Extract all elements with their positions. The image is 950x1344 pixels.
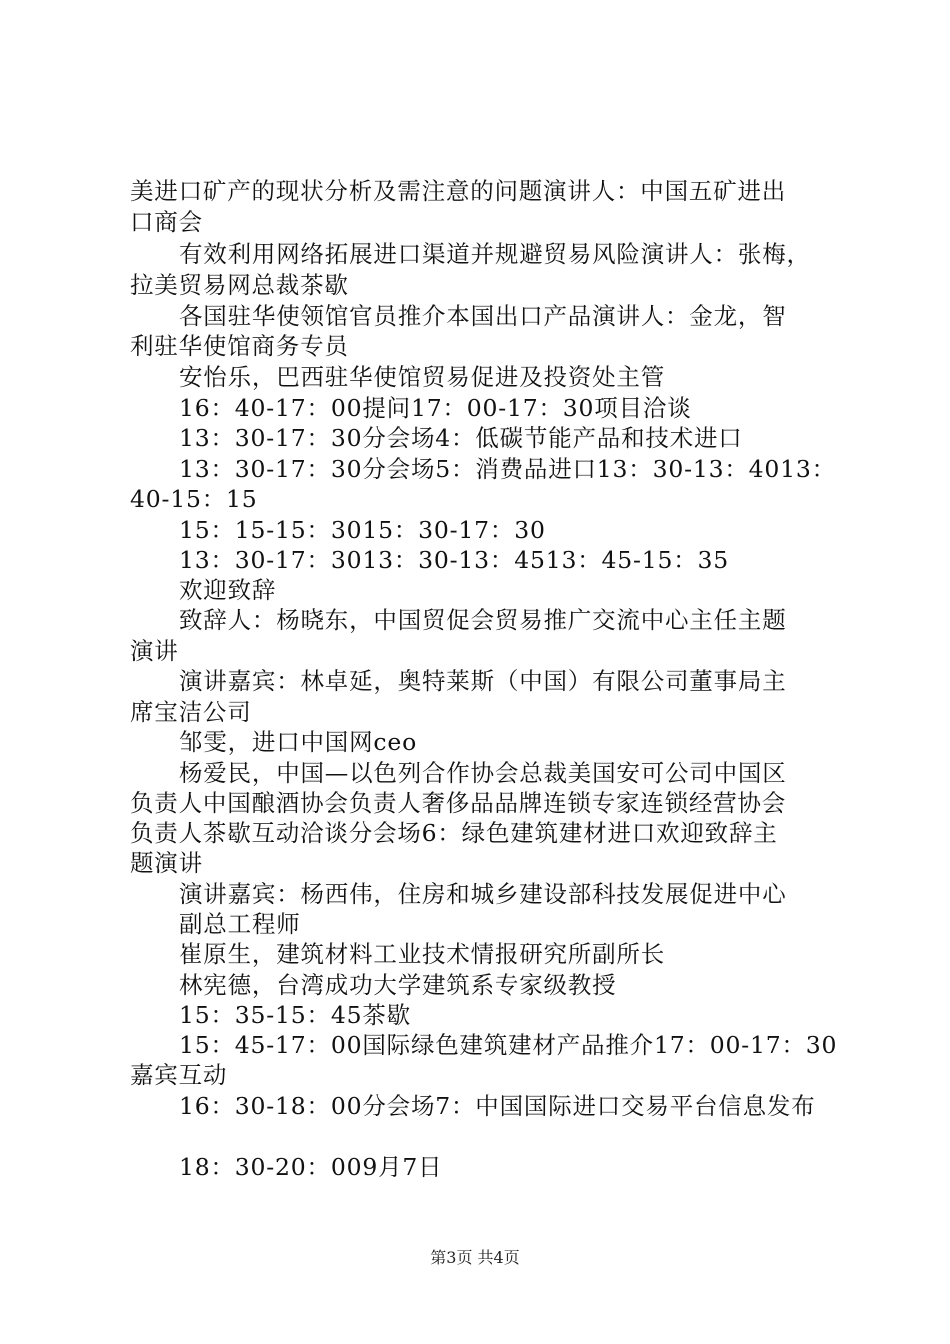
text-line: 林宪德，台湾成功大学建筑系专家级教授 xyxy=(179,971,617,999)
text-line: 13：30-17：3013：30-13：4513：45-15：35 xyxy=(179,546,730,574)
text-line: 演讲嘉宾：林卓延，奥特莱斯（中国）有限公司董事局主 xyxy=(179,667,787,695)
text-line: 各国驻华使领馆官员推介本国出口产品演讲人：金龙，智 xyxy=(179,302,787,330)
text-line: 席宝洁公司 xyxy=(130,698,252,726)
text-line: 负责人中国酿酒协会负责人奢侈品品牌连锁专家连锁经营协会 xyxy=(130,789,787,817)
text-line: 演讲 xyxy=(130,637,179,665)
text-line: 杨爱民，中国—以色列合作协会总裁美国安可公司中国区 xyxy=(179,759,787,787)
text-line: 题演讲 xyxy=(130,849,203,877)
text-line: 口商会 xyxy=(130,208,203,236)
page-footer: 第3页 共4页 xyxy=(430,1248,520,1267)
text-line: 利驻华使馆商务专员 xyxy=(130,332,349,360)
text-line: 13：30-17：30分会场5：消费品进口13：30-13：4013： xyxy=(179,455,836,483)
text-line: 40-15：15 xyxy=(130,485,258,513)
text-line: 安怡乐，巴西驻华使馆贸易促进及投资处主管 xyxy=(179,363,665,391)
text-line: 副总工程师 xyxy=(179,910,301,938)
text-line: 15：45-17：00国际绿色建筑建材产品推介17：00-17：30 xyxy=(179,1031,838,1059)
text-line: 邹雯，进口中国网ceo xyxy=(179,728,418,756)
text-line: 拉美贸易网总裁茶歇 xyxy=(130,271,349,299)
text-line: 美进口矿产的现状分析及需注意的问题演讲人：中国五矿进出 xyxy=(130,177,787,205)
text-line: 欢迎致辞 xyxy=(179,576,277,604)
text-line: 18：30-20：009月7日 xyxy=(179,1153,443,1181)
text-line: 15：15-15：3015：30-17：30 xyxy=(179,516,546,544)
text-line: 负责人茶歇互动洽谈分会场6：绿色建筑建材进口欢迎致辞主 xyxy=(130,819,778,847)
text-line: 有效利用网络拓展进口渠道并规避贸易风险演讲人：张梅， xyxy=(179,240,811,268)
text-line: 演讲嘉宾：杨西伟，住房和城乡建设部科技发展促进中心 xyxy=(179,880,787,908)
text-line: 15：35-15：45茶歇 xyxy=(179,1001,411,1029)
text-line: 嘉宾互动 xyxy=(130,1061,228,1089)
text-line: 崔原生，建筑材料工业技术情报研究所副所长 xyxy=(179,940,665,968)
text-line: 致辞人：杨晓东，中国贸促会贸易推广交流中心主任主题 xyxy=(179,606,787,634)
text-line: 13：30-17：30分会场4：低碳节能产品和技术进口 xyxy=(179,424,743,452)
text-line: 16：30-18：00分会场7：中国国际进口交易平台信息发布 xyxy=(179,1092,816,1120)
text-line: 16：40-17：00提问17：00-17：30项目洽谈 xyxy=(179,394,692,422)
